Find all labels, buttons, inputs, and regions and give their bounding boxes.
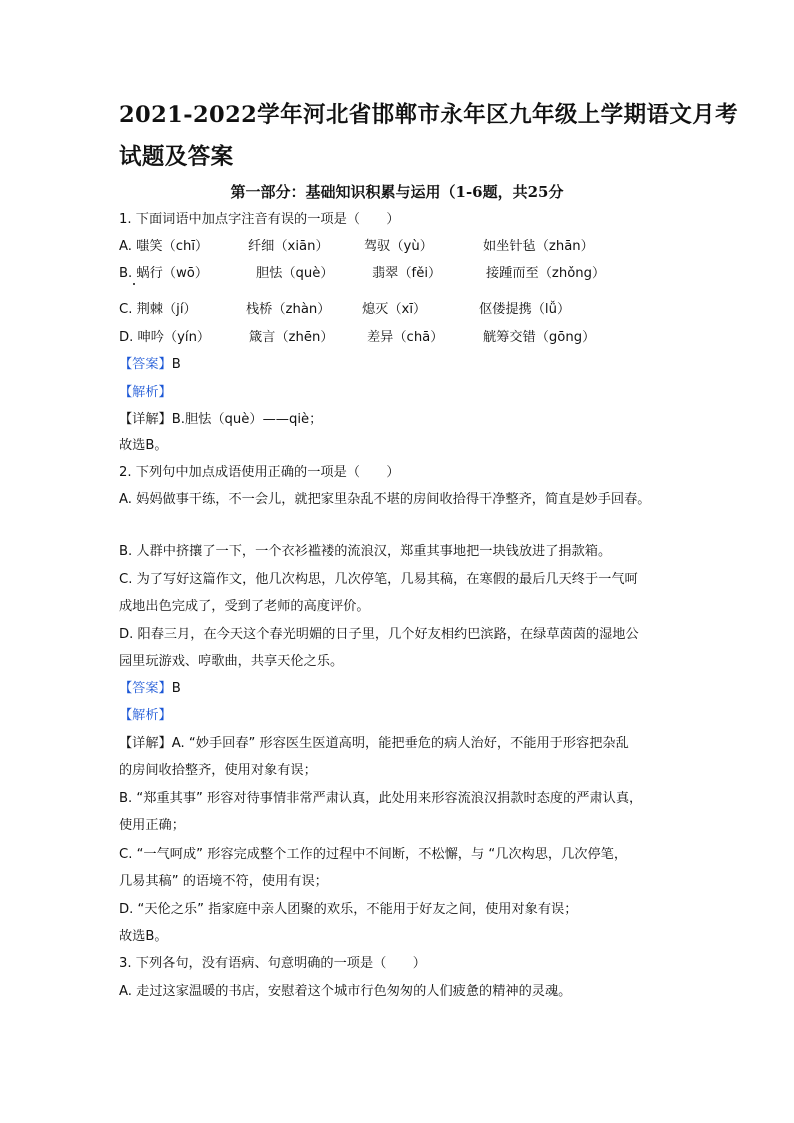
q1-option-c-2: 栈桥（zhàn） xyxy=(246,302,331,317)
document-title-line-2: 试题及答案 xyxy=(119,144,234,170)
q2-detail-b-line-1: B. “郑重其事” 形容对待事情非常严肃认真，此处用来形容流浪汉捐款时态度的严肃认真， xyxy=(119,791,643,806)
q1-option-c-1: C. 荆棘（jí） xyxy=(119,302,197,317)
q2-option-d-line-1: D. 阳春三月，在今天这个春光明媚的日子里，几个好友相约巴滨路，在绿草茵茵的湿地公 xyxy=(119,627,639,642)
q1-option-a-4: 如坐针毡（zhān） xyxy=(483,239,594,254)
q1-option-b-4: 接踵而至（zhǒng） xyxy=(486,266,606,281)
q1-option-d-4: 觥筹交错（gōng） xyxy=(483,330,596,345)
answer-value: B xyxy=(171,357,181,372)
q2-detail-c-line-2: 几易其稿” 的语境不符，使用有误； xyxy=(119,874,328,889)
q2-detail-a-line-2: 的房间收拾整齐，使用对象有误； xyxy=(119,763,317,778)
q1-option-c-3: 熄灭（xī） xyxy=(362,302,427,317)
q1-option-d-3: 差异（chā） xyxy=(367,330,444,345)
q2-answer xyxy=(119,680,181,698)
q1-option-a-2: 纤细（xiān） xyxy=(248,239,329,254)
q1-option-b-3: 翡翠（fěi） xyxy=(372,266,442,281)
q1-stem: 1. 下面词语中加点字注音有误的一项是（ ） xyxy=(119,212,400,227)
answer-value: B xyxy=(171,681,181,696)
q1-conclusion: 故选B。 xyxy=(119,438,168,453)
q2-detail-d: D. “天伦之乐” 指家庭中亲人团聚的欢乐，不能用于好友之间，使用对象有误； xyxy=(119,902,578,917)
answer-label: 【答案】 xyxy=(119,681,172,696)
q1-option-b-1: B. 蜗行（wō） xyxy=(119,266,209,281)
q2-option-b: B. 人群中挤攘了一下，一个衣衫褴褛的流浪汉，郑重其事地把一块钱放进了捐款箱。 xyxy=(119,544,612,559)
document-title-line-1: 2021-2022学年河北省邯郸市永年区九年级上学期语文月考 xyxy=(119,102,739,128)
q2-option-d-line-2: 园里玩游戏、哼歌曲，共享天伦之乐。 xyxy=(119,654,344,669)
q1-option-a-3: 驾驭（yù） xyxy=(364,239,433,254)
q1-option-b-2: 胆怯（què） xyxy=(256,266,334,281)
answer-label: 【答案】 xyxy=(119,357,172,372)
q1-analysis-label: 【解析】 xyxy=(119,385,172,400)
q2-conclusion: 故选B。 xyxy=(119,929,168,944)
q2-stem: 2. 下列句中加点成语使用正确的一项是（ ） xyxy=(119,465,400,480)
q2-detail-c-line-1: C. “一气呵成” 形容完成整个工作的过程中不间断，不松懈，与 “几次构思，几次停笔， xyxy=(119,847,628,862)
q1-detail: 【详解】B.胆怯（què）——qiè； xyxy=(119,412,323,427)
q1-option-c-4: 伛偻提携（lǚ） xyxy=(479,302,571,317)
q1-option-d-2: 箴言（zhēn） xyxy=(249,330,334,345)
q2-analysis-label: 【解析】 xyxy=(119,708,172,723)
q1-option-d-1: D. 呻吟（yín） xyxy=(119,330,211,345)
q3-stem: 3. 下列各句，没有语病、句意明确的一项是（ ） xyxy=(119,956,426,971)
q3-option-a: A. 走过这家温暖的书店，安慰着这个城市行色匆匆的人们疲惫的精神的灵魂。 xyxy=(119,984,572,999)
q2-option-c-line-2: 成地出色完成了，受到了老师的高度评价。 xyxy=(119,599,370,614)
q2-option-a: A. 妈妈做事干练，不一会儿，就把家里杂乱不堪的房间收拾得干净整齐，简直是妙手回春。 xyxy=(119,492,651,507)
q2-detail-a-line-1: 【详解】A. “妙手回春” 形容医生医道高明，能把垂危的病人治好，不能用于形容把杂乱 xyxy=(119,736,629,751)
q1-answer xyxy=(119,356,181,374)
q2-option-c-line-1: C. 为了写好这篇作文，他几次构思，几次停笔，几易其稿，在寒假的最后几天终于一气呵 xyxy=(119,572,638,587)
q1-option-a-1: A. 嗤笑（chī） xyxy=(119,239,209,254)
q2-detail-b-line-2: 使用正确； xyxy=(119,818,185,833)
section-heading: 第一部分：基础知识积累与运用（1-6题，共25分 xyxy=(230,183,564,201)
emphasis-dot xyxy=(133,283,135,285)
